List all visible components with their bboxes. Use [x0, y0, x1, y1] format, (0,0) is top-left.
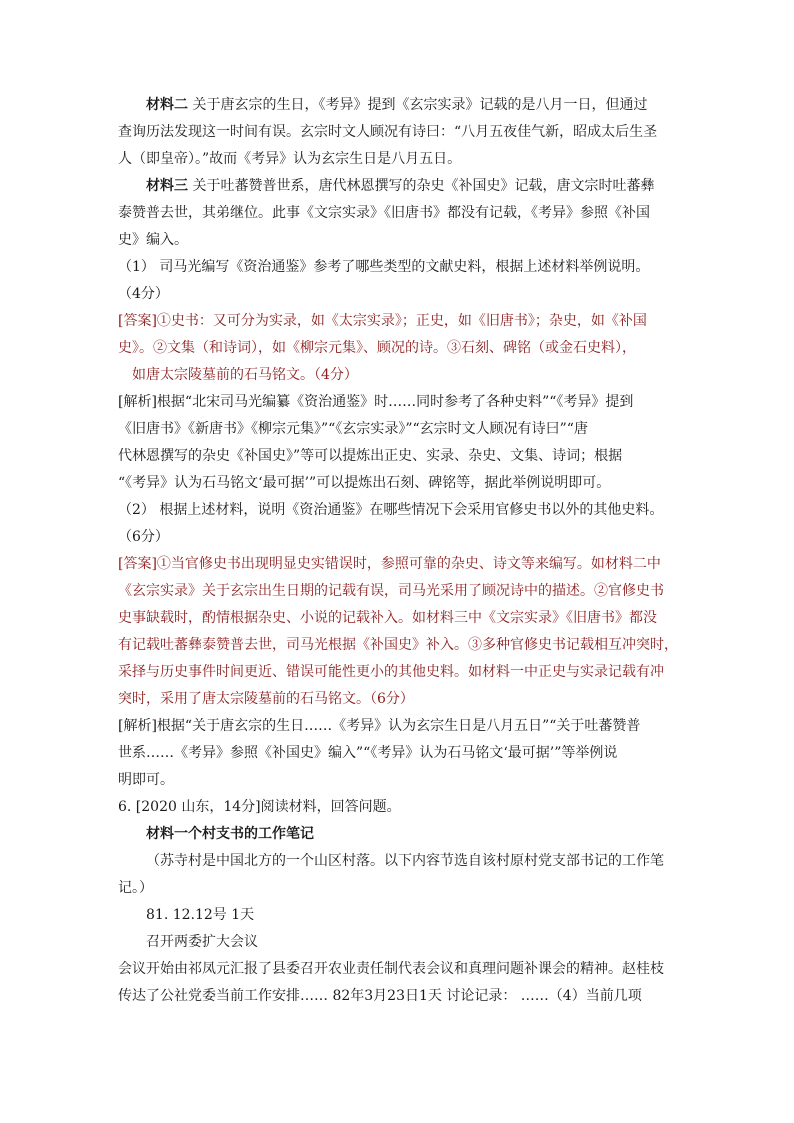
explanation-1-line-2: 《旧唐书》《新唐书》《柳宗元集》”“《玄宗实录》”“玄宗时文人顾况有诗曰”“唐 [118, 421, 588, 437]
answer-2-line-6: 突时，采用了唐太宗陵墓前的石马铭文。（6分） [118, 691, 414, 707]
answer-1-line-2: 史》。②文集（和诗词），如《柳宗元集》、顾况的诗。③石刻、碑铭（或金石史料）， [118, 340, 636, 356]
answer-2-line-1: [答案]①当官修史书出现明显史实错误时，参照可靠的杂史、诗文等来编写。如材料二中 [118, 556, 661, 572]
material-title: 材料一个村支书的工作笔记 [146, 826, 314, 842]
question-2-line-2: （6分） [118, 529, 169, 545]
material-3-line-3: 史》编入。 [118, 232, 188, 248]
material-2-line-1: 材料二 关于唐玄宗的生日，《考异》提到《玄宗实录》记载的是八月一日，但通过 [146, 97, 648, 113]
material-intro-line-2: 记。） [118, 880, 153, 896]
explanation-1-line-4: “《考异》认为石马铭文‘最可据’”可以提炼出石刻、碑铭等，据此举例说明即可。 [118, 475, 611, 491]
answer-1-line-1: [答案]①史书：又可分为实录，如《太宗实录》；正史，如《旧唐书》；杂史，如《补国 [118, 313, 647, 329]
answer-2-line-2: 《玄宗实录》关于玄宗出生日期的记载有误，司马光采用了顾况诗中的描述。②官修史书 [118, 583, 664, 599]
explanation-1-line-1: [解析]根据“北宋司马光编纂《资治通鉴》时……同时参考了各种史料”“《考异》提到 [118, 394, 634, 410]
question-2-line-1: （2） 根据上述材料，说明《资治通鉴》在哪些情况下会采用官修史书以外的其他史料。 [118, 502, 664, 518]
question-1-line-2: （4分） [118, 286, 169, 302]
material-intro-line-1: （苏寺村是中国北方的一个山区村落。以下内容节选自该村原村党支部书记的工作笔 [146, 853, 664, 869]
answer-1-line-3: 如唐太宗陵墓前的石马铭文。（4分） [132, 367, 358, 383]
material-2-line-3: 人（即皇帝）。”故而《考异》认为玄宗生日是八月五日。 [118, 151, 462, 167]
explanation-2-line-2: 世系……《考异》参照《补国史》编入”“《考异》认为石马铭文‘最可据’”等举例说 [118, 745, 618, 761]
answer-2-line-5: 采择与历史事件时间更近、错误可能性更小的其他史料。如材料一中正史与实录记载有冲 [118, 664, 664, 680]
question-1-line-1: （1） 司马光编写《资治通鉴》参考了哪些类型的文献史料，根据上述材料举例说明。 [118, 259, 650, 275]
material-body-line-1: 会议开始由祁凤元汇报了县委召开农业责任制代表会议和真理问题补课会的精神。赵桂枝 [118, 961, 664, 977]
answer-2-line-4: 有记载吐蕃彝泰赞普去世，司马光根据《补国史》补入。③多种官修史书记载相互冲突时， [118, 637, 678, 653]
material-3-line-1: 材料三 关于吐蕃赞普世系，唐代林恩撰写的杂史《补国史》记载，唐文宗时吐蕃彝 [146, 178, 655, 194]
explanation-2-line-1: [解析]根据“关于唐玄宗的生日……《考异》认为玄宗生日是八月五日”“关于吐蕃赞普 [118, 718, 641, 734]
material-2-label: 材料二 [146, 97, 188, 113]
material-2-line-2: 查询历法发现这一时间有误。玄宗时文人顾况有诗曰：“八月五夜佳气新，昭成太后生圣 [118, 124, 658, 140]
explanation-2-line-3: 明即可。 [118, 772, 174, 788]
document-page [118, 92, 686, 1010]
question-6-heading: 6. [2020 山东，14分]阅读材料，回答问题。 [118, 799, 401, 815]
explanation-1-line-3: 代林恩撰写的杂史《补国史》”等可以提炼出正史、实录、杂史、文集、诗词；根据 [118, 448, 623, 464]
material-body-line-2: 传达了公社党委当前工作安排…… 82年3月23日1天 讨论记录： ……（4）当前几项 [118, 988, 642, 1004]
material-meeting: 召开两委扩大会议 [146, 934, 258, 950]
material-3-line-2: 泰赞普去世，其弟继位。此事《文宗实录》《旧唐书》都没有记载，《考异》参照《补国 [118, 205, 650, 221]
material-3-label: 材料三 [146, 178, 188, 194]
material-date: 81. 12.12号 1天 [146, 907, 255, 923]
answer-2-line-3: 史事缺载时，酌情根据杂史、小说的记载补入。如材料三中《文宗实录》《旧唐书》都没 [118, 610, 657, 626]
